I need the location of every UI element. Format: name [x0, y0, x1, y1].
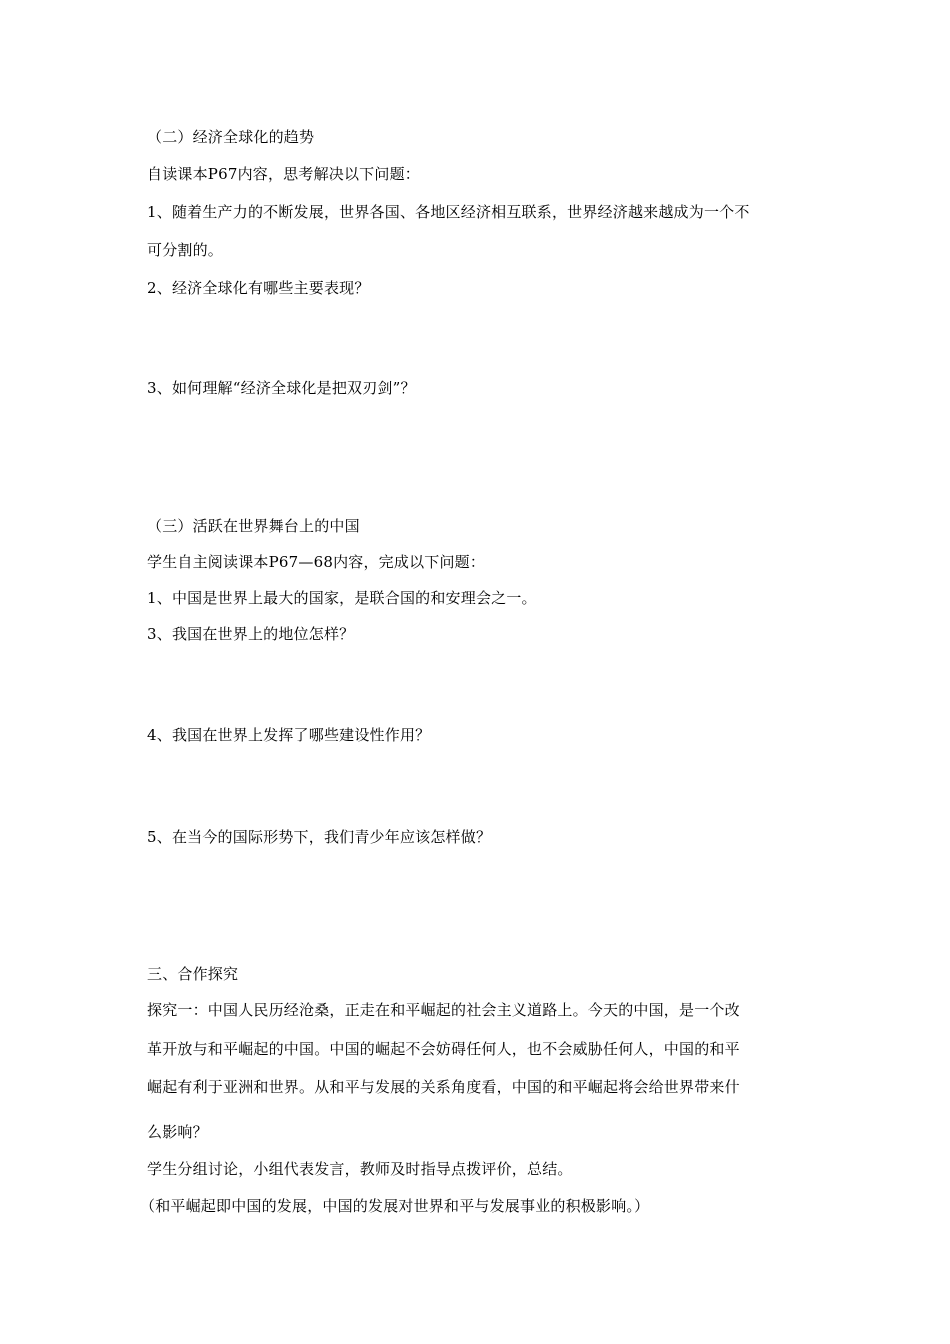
section2-q1-line1: 1、随着生产力的不断发展，世界各国、各地区经济相互联系，世界经济越来越成为一个不: [147, 203, 750, 221]
section2-q2: 2、经济全球化有哪些主要表现？: [147, 279, 370, 297]
section2-q3: 3、如何理解“经济全球化是把双刃剑”？: [147, 379, 416, 397]
part3-heading: 三、合作探究: [147, 965, 239, 983]
section3-q5: 5、在当今的国际形势下，我们青少年应该怎样做？: [147, 828, 492, 846]
inquiry1-line1: 探究一：中国人民历经沧桑，正走在和平崛起的社会主义道路上。今天的中国，是一个改: [147, 1001, 740, 1019]
inquiry1-line4: 么影响？: [147, 1123, 208, 1141]
inquiry1-line3: 崛起有利于亚洲和世界。从和平与发展的关系角度看，中国的和平崛起将会给世界带来什: [147, 1078, 740, 1096]
section2-q1-line2: 可分割的。: [147, 241, 224, 259]
section3-q3: 3、我国在世界上的地位怎样？: [147, 625, 355, 643]
section2-heading: （二）经济全球化的趋势: [147, 128, 315, 146]
section2-intro: 自读课本P67内容，思考解决以下问题：: [147, 165, 420, 183]
section3-q4: 4、我国在世界上发挥了哪些建设性作用？: [147, 726, 431, 744]
inquiry1-line2: 革开放与和平崛起的中国。中国的崛起不会妨碍任何人，也不会威胁任何人，中国的和平: [147, 1040, 740, 1058]
section3-q1: 1、中国是世界上最大的国家，是联合国的和安理会之一。: [147, 589, 537, 607]
part3-answer: （和平崛起即中国的发展，中国的发展对世界和平与发展事业的积极影响。）: [140, 1197, 650, 1215]
section3-intro: 学生自主阅读课本P67—68内容，完成以下问题：: [147, 553, 486, 571]
section3-heading: （三）活跃在世界舞台上的中国: [147, 517, 360, 535]
part3-activity: 学生分组讨论，小组代表发言，教师及时指导点拨评价，总结。: [147, 1160, 573, 1178]
